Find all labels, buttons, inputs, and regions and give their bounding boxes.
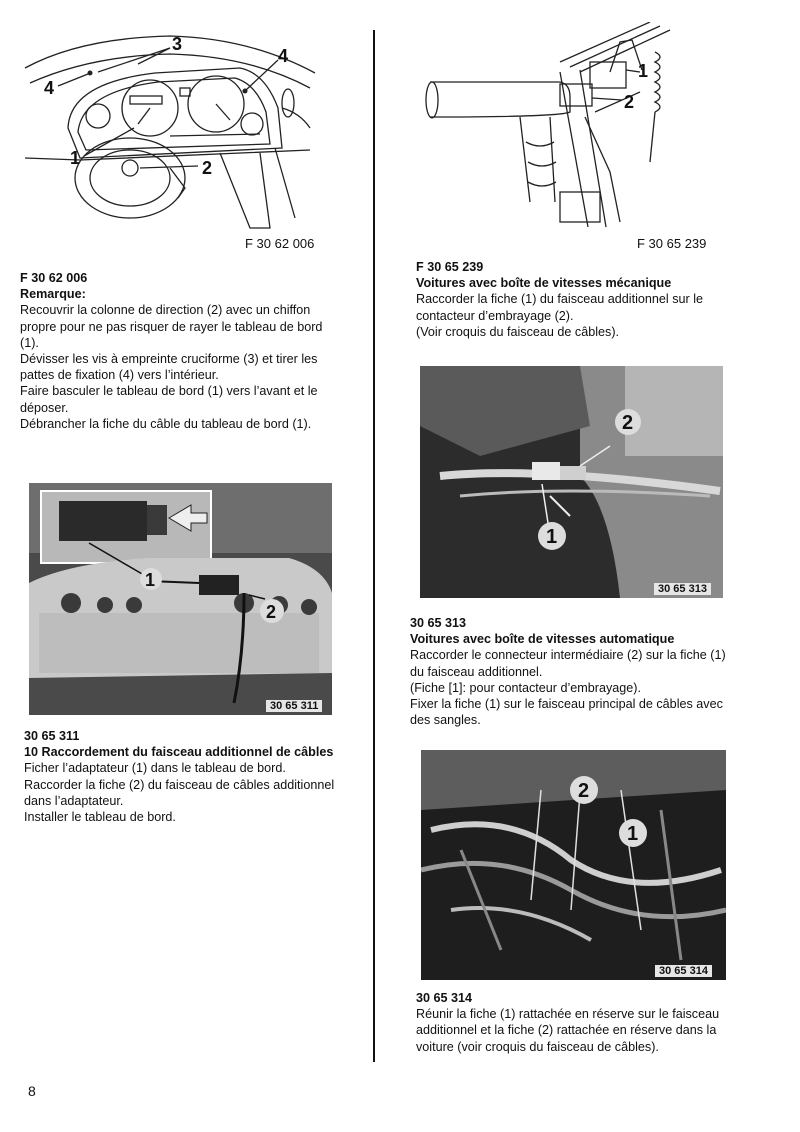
section-line: Réunir la fiche (1) rattachée en réserve sur le faisceau additionnel et la fiche (2) rattachée en réserve dans la voiture (voir croquis du faisceau de câbles). bbox=[416, 1007, 720, 1054]
cluster-callout-2: 2 bbox=[266, 602, 277, 622]
section-line: Raccorder le connecteur intermédiaire (2) sur la fiche (1) du faisceau additionnel. bbox=[410, 648, 726, 679]
dash-callout-4-left: 4 bbox=[44, 78, 55, 98]
column-divider bbox=[373, 30, 375, 1062]
cluster-photo-code: 30 65 311 bbox=[266, 700, 322, 712]
harness-photo bbox=[421, 750, 726, 980]
dash-callout-1: 1 bbox=[70, 148, 81, 168]
section-line: Raccorder la fiche (2) du faisceau de câbles additionnel dans l’adaptateur. bbox=[24, 777, 335, 808]
dashboard-drawing bbox=[20, 28, 320, 238]
section-code: F 30 62 006 bbox=[20, 271, 88, 285]
cluster-callout-1: 1 bbox=[145, 570, 156, 590]
section-line: Ficher l’adaptateur (1) dans le tableau de bord. bbox=[24, 761, 286, 776]
section-line: (Voir croquis du faisceau de câbles). bbox=[416, 324, 620, 339]
dash-callout-4-right: 4 bbox=[278, 46, 289, 66]
section-line: Raccorder la fiche (1) du faisceau additionnel sur le contacteur d’embrayage (2). bbox=[416, 292, 704, 323]
section-code: F 30 65 239 bbox=[416, 260, 484, 274]
section-heading: Voitures avec boîte de vitesses automatique bbox=[410, 632, 675, 647]
section-manual-gearbox bbox=[416, 259, 742, 340]
harness-photo-code: 30 65 314 bbox=[655, 965, 712, 977]
section-code: 30 65 313 bbox=[410, 616, 467, 630]
harness-callout-2: 2 bbox=[578, 780, 590, 802]
harness-callout-1: 1 bbox=[627, 823, 639, 845]
section-line: Installer le tableau de bord. bbox=[24, 810, 176, 825]
switch-photo-code: 30 65 313 bbox=[654, 583, 711, 595]
dash-figure-ref: F 30 62 006 bbox=[245, 236, 315, 251]
section-heading: Voitures avec boîte de vitesses mécanique bbox=[416, 276, 672, 291]
section-code: 30 65 311 bbox=[24, 729, 80, 743]
pedal-callout-2: 2 bbox=[624, 92, 635, 112]
page-number: 8 bbox=[28, 1083, 36, 1099]
switch-callout-2: 2 bbox=[622, 412, 634, 434]
section-line: Dévisser les vis à empreinte cruciforme (3) et tirer les pattes de fixation (4) vers l’intérieur. bbox=[20, 352, 318, 383]
section-automatic-gearbox bbox=[410, 615, 740, 728]
section-line: (Fiche [1]: pour contacteur d’embrayage). bbox=[410, 680, 641, 695]
section-code: 30 65 314 bbox=[416, 991, 473, 1005]
section-line: Fixer la fiche (1) sur le faisceau principal de câbles avec des sangles. bbox=[410, 697, 723, 728]
section-harness-connection bbox=[24, 728, 346, 825]
section-line: Recouvrir la colonne de direction (2) avec un chiffon propre pour ne pas risquer de rayer le tableau de bord (1). bbox=[20, 303, 323, 350]
section-remarque bbox=[20, 270, 342, 432]
instrument-cluster-photo bbox=[29, 483, 332, 715]
switch-callout-1: 1 bbox=[546, 526, 558, 548]
pedal-callout-1: 1 bbox=[638, 61, 649, 81]
section-heading: Remarque: bbox=[20, 287, 86, 302]
section-line: Débrancher la fiche du câble du tableau de bord (1). bbox=[20, 416, 312, 431]
dash-callout-3: 3 bbox=[172, 34, 183, 54]
dash-callout-2: 2 bbox=[202, 158, 213, 178]
pedal-figure-ref: F 30 65 239 bbox=[637, 236, 707, 251]
switch-photo bbox=[420, 366, 723, 598]
pedal-drawing bbox=[410, 22, 710, 234]
section-heading: 10 Raccordement du faisceau additionnel de câbles bbox=[24, 745, 334, 760]
section-reserve-plugs bbox=[416, 990, 746, 1055]
section-line: Faire basculer le tableau de bord (1) vers l’avant et le déposer. bbox=[20, 384, 318, 415]
